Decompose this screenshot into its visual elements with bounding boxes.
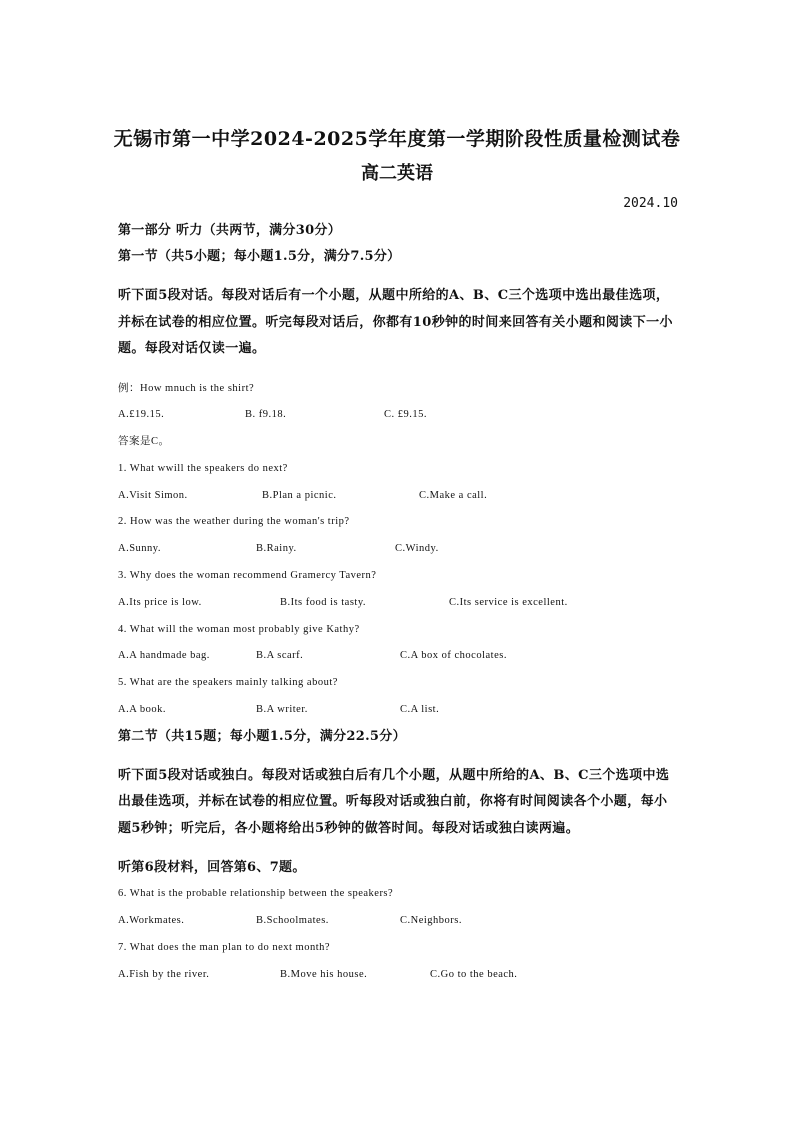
question-5-options	[118, 697, 678, 724]
option-a: A.Its price is low.	[118, 596, 202, 608]
option-a: A.Sunny.	[118, 543, 161, 555]
option-c: C.Neighbors.	[400, 915, 462, 927]
option-b: B.Its food is tasty.	[280, 596, 367, 608]
exam-title: 无锡市第一中学2024-2025学年度第一学期阶段性质量检测试卷	[113, 128, 681, 150]
option-a: A.Workmates.	[118, 915, 185, 927]
question-2-options	[118, 536, 678, 563]
question-6: 6. What is the probable relationship between the speakers?	[118, 888, 394, 900]
option-b: B.Rainy.	[256, 543, 297, 555]
option-c: C.Go to the beach.	[430, 968, 518, 980]
question-1: 1. What wwill the speakers do next?	[118, 462, 288, 474]
option-c: C. £9.15.	[384, 409, 428, 421]
question-7: 7. What does the man plan to do next month?	[118, 941, 331, 953]
option-c: C.Windy.	[395, 543, 439, 555]
question-2: 2. How was the weather during the woman's trip?	[118, 516, 350, 528]
option-b: B. f9.18.	[245, 409, 287, 421]
option-b: B.A writer.	[256, 704, 308, 716]
question-3-options	[118, 590, 678, 617]
option-c: C.A list.	[400, 704, 440, 716]
option-a: A.Visit Simon.	[118, 489, 188, 501]
option-b: B.Plan a picnic.	[262, 489, 337, 501]
option-a: A.A handmade bag.	[118, 650, 210, 662]
option-c: C.Its service is excellent.	[449, 596, 568, 608]
part-heading: 第一部分 听力（共两节，满分30分）	[118, 223, 342, 238]
question-7-options	[118, 962, 678, 989]
example-options	[118, 402, 678, 429]
question-3: 3. Why does the woman recommend Gramercy Tavern?	[118, 570, 377, 582]
section2-instructions: 听下面5段对话或独白。每段对话或独白后有几个小题，从题中所给的A、B、C三个选项中选出最佳选项，并标在试卷的相应位置。听每段对话或独白前，你将有时间阅读各个小题，每小题5秒钟；听完后，各小题将给出5秒钟的做答时间。每段对话或独白读两遍。	[118, 767, 670, 836]
option-b: B.A scarf.	[256, 650, 304, 662]
material-instruction: 听第6段材料，回答第6、7题。	[118, 860, 306, 876]
option-c: C.Make a call.	[419, 489, 488, 501]
section1-heading: 第一节（共5小题；每小题1.5分，满分7.5分）	[118, 249, 401, 264]
question-5: 5. What are the speakers mainly talking about?	[118, 677, 338, 689]
option-b: B.Schoolmates.	[256, 915, 329, 927]
exam-content	[118, 218, 678, 989]
section2-heading: 第二节（共15题；每小题1.5分，满分22.5分）	[118, 728, 406, 744]
question-4: 4. What will the woman most probably give Kathy?	[118, 623, 360, 635]
exam-date: 2024.10	[623, 196, 678, 211]
option-a: A.A book.	[118, 704, 166, 716]
option-c: C.A box of chocolates.	[400, 650, 507, 662]
question-4-options	[118, 643, 678, 670]
example-answer: 答案是C。	[118, 436, 170, 448]
exam-subtitle: 高二英语	[361, 163, 433, 184]
option-a: A.Fish by the river.	[118, 968, 210, 980]
option-b: B.Move his house.	[280, 968, 368, 980]
question-1-options	[118, 483, 678, 510]
question-6-options	[118, 908, 678, 935]
section1-instructions: 听下面5段对话。每段对话后有一个小题，从题中所给的A、B、C三个选项中选出最佳选项，并标在试卷的相应位置。听完每段对话后，你都有10秒钟的时间来回答有关小题和阅读下一小题。每段对话仅读一遍。	[118, 288, 673, 356]
option-a: A.£19.15.	[118, 409, 165, 421]
example-question: 例：How mnuch is the shirt?	[118, 382, 255, 394]
